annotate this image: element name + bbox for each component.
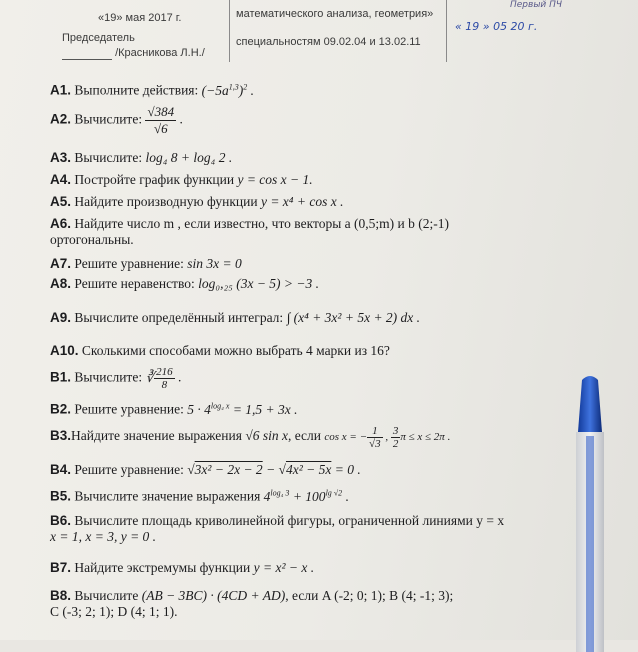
pen-image (560, 372, 620, 652)
meeting-date: « 19 » 05 20 г. (455, 20, 538, 33)
task-a7: A7. Решите уравнение: sin 3x = 0 (50, 256, 242, 271)
task-b4: B4. Решите уравнение: √3x² − 2x − 2 − √4x² − 5x = 0 . (50, 462, 361, 477)
task-a2: A2. Вычислите: $\frac{√384}{√6}$ . (50, 104, 183, 136)
approval-block (62, 12, 232, 60)
meeting-block (450, 0, 638, 33)
header-divider (446, 0, 447, 62)
task-b1: B1. Вычислите: ∛ $\frac{216}{8}$ . (50, 366, 182, 391)
task-b2: B2. Решите уравнение: $5 \cdot 4^{log_4 x} = 1,5 + 3x$ . (50, 401, 298, 417)
subject-line: математического анализа, геометрия» (236, 8, 434, 20)
task-a8: A8. Решите неравенство: log₀,₂₅ (3x − 5) > −3 . (50, 276, 320, 291)
meeting-stamp: Первый ПЧ (510, 0, 563, 10)
task-a3: A3. Вычислите: log₄ 8 + log₄ 2 . (50, 150, 233, 165)
specialty-line: специальностям 09.02.04 и 13.02.11 (236, 36, 421, 48)
signature-mark (62, 46, 112, 60)
task-b6: B6. Вычислите площадь криволинейной фигуры, ограниченной линиями y = x x = 1, x = 3, y = 0 . (50, 513, 505, 544)
task-b7: B7. Найдите экстремумы функции y = x² − x . (50, 560, 315, 575)
task-a5: A5. Найдите производную функции y = x⁴ + cos x . (50, 194, 344, 209)
task-b5: B5. Вычислите значение выражения $4^{log_4 3} + 100^{lg √2}$ . (50, 488, 349, 504)
subject-block (236, 0, 446, 56)
task-a4: A4. Постройте график функции y = cos x − 1. (50, 172, 313, 187)
task-b8: B8. Вычислите (AB − 3BC) · (4CD + AD), если A (-2; 0; 1); B (4; -1; 3); C (-3; 2; 1); D (4; 1; 1). (50, 588, 454, 619)
chair-label: Председатель (62, 32, 135, 44)
approval-date: «19» мая 2017 г. (98, 12, 182, 24)
chair-name: /Красникова Л.Н./ (115, 47, 205, 59)
task-a10: A10. Сколькими способами можно выбрать 4 марки из 16? (50, 343, 390, 358)
task-b3: B3.Найдите значение выражения √6 sin x, если cos x = − $\frac{1}{√3}$ , $\frac{3}{2}$ π ≤ x ≤ 2π . (50, 425, 451, 450)
task-a6: A6. Найдите число m , если известно, что векторы a (0,5;m) и b (2;-1) ортогональны. (50, 216, 449, 247)
document-header (0, 0, 638, 70)
task-a9: A9. Вычислите определённый интеграл: ∫ (x⁴ + 3x² + 5x + 2) dx . (50, 310, 421, 325)
task-a1: A1. Выполните действия: $(-5a^{1,3})^2$ . (50, 82, 254, 98)
